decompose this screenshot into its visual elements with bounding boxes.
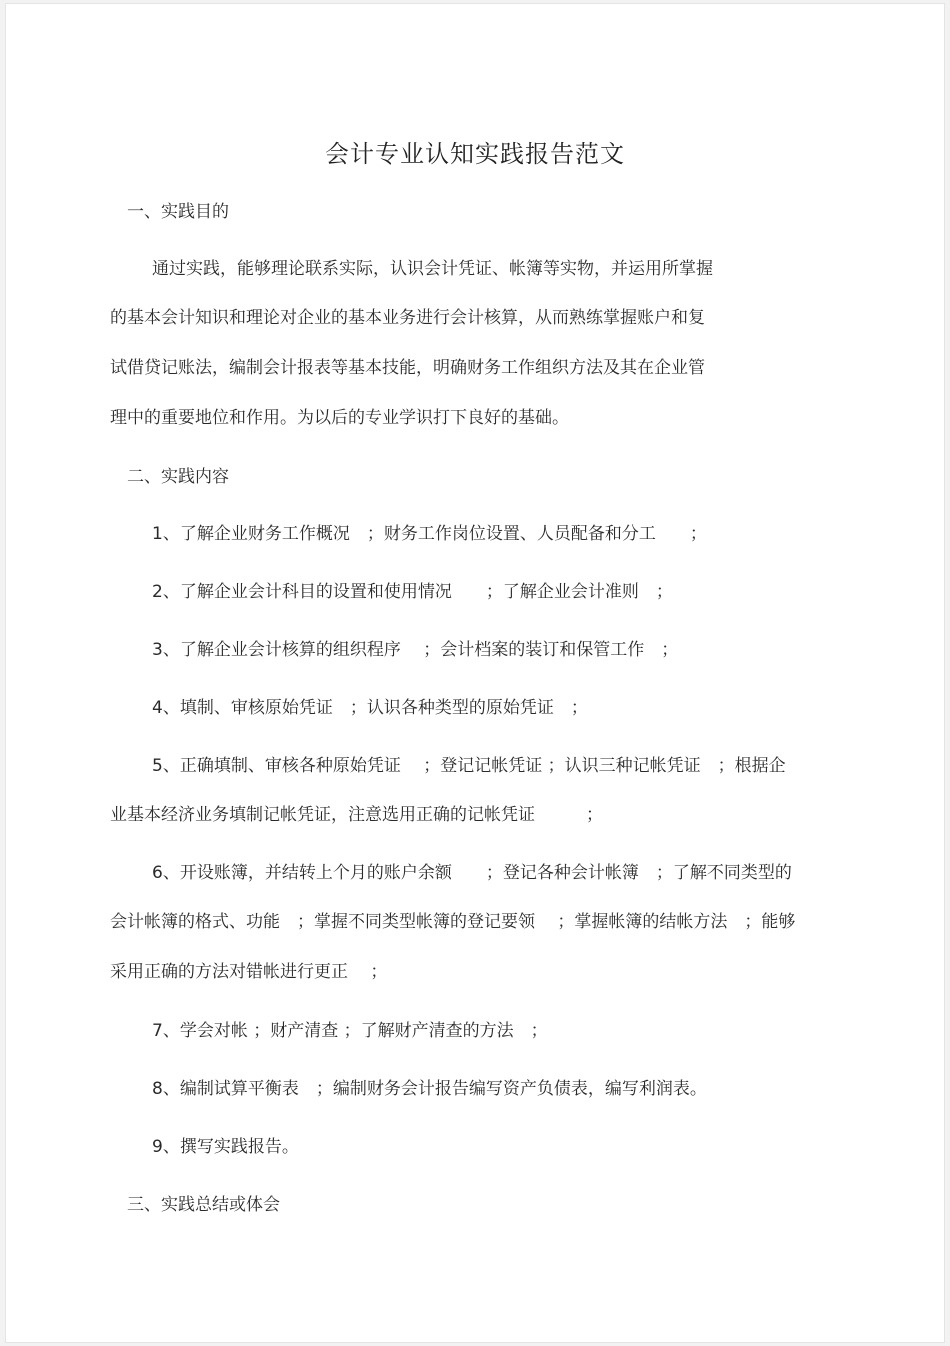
section1-paragraph-line: 通过实践，能够理论联系实际，认识会计凭证、帐簿等实物，并运用所掌握 bbox=[152, 259, 713, 279]
document-title: 会计专业认知实践报告范文 bbox=[325, 140, 625, 168]
content-item-6-continued: 会计帐簿的格式、功能 ；掌握不同类型帐簿的登记要领 ；掌握帐簿的结帐方法 ；能够 bbox=[110, 912, 796, 932]
content-item-8: 8、编制试算平衡表 ；编制财务会计报告编写资产负债表，编写利润表。 bbox=[152, 1079, 707, 1099]
content-item-6-continued: 采用正确的方法对错帐进行更正 ； bbox=[110, 962, 388, 982]
section1-paragraph-line: 理中的重要地位和作用。为以后的专业学识打下良好的基础。 bbox=[110, 408, 569, 428]
section1-paragraph-line: 试借贷记账法，编制会计报表等基本技能，明确财务工作组织方法及其在企业管 bbox=[110, 358, 705, 378]
content-item-3: 3、了解企业会计核算的组织程序 ；会计档案的装订和保管工作 ； bbox=[152, 640, 679, 660]
content-item-4: 4、填制、审核原始凭证 ；认识各种类型的原始凭证 ； bbox=[152, 698, 588, 718]
document-page bbox=[6, 4, 944, 1342]
content-item-5-continued: 业基本经济业务填制记帐凭证，注意选用正确的记帐凭证 ； bbox=[110, 805, 603, 825]
content-item-6: 6、开设账簿，并结转上个月的账户余额 ；登记各种会计帐簿 ；了解不同类型的 bbox=[152, 863, 792, 883]
section1-paragraph-line: 的基本会计知识和理论对企业的基本业务进行会计核算，从而熟练掌握账户和复 bbox=[110, 308, 705, 328]
content-item-7: 7、学会对帐 ；财产清查 ；了解财产清查的方法 ； bbox=[152, 1021, 548, 1041]
content-item-5: 5、正确填制、审核各种原始凭证 ；登记记帐凭证 ；认识三种记帐凭证 ；根据企 bbox=[152, 756, 786, 776]
content-item-1: 1、了解企业财务工作概况 ；财务工作岗位设置、人员配备和分工 ； bbox=[152, 524, 707, 544]
content-item-2: 2、了解企业会计科目的设置和使用情况 ；了解企业会计准则 ； bbox=[152, 582, 673, 602]
content-item-9: 9、撰写实践报告。 bbox=[152, 1137, 299, 1157]
section3-heading: 三、实践总结或体会 bbox=[127, 1195, 280, 1215]
section1-heading: 一、实践目的 bbox=[127, 202, 229, 222]
section2-heading: 二、实践内容 bbox=[127, 467, 229, 487]
